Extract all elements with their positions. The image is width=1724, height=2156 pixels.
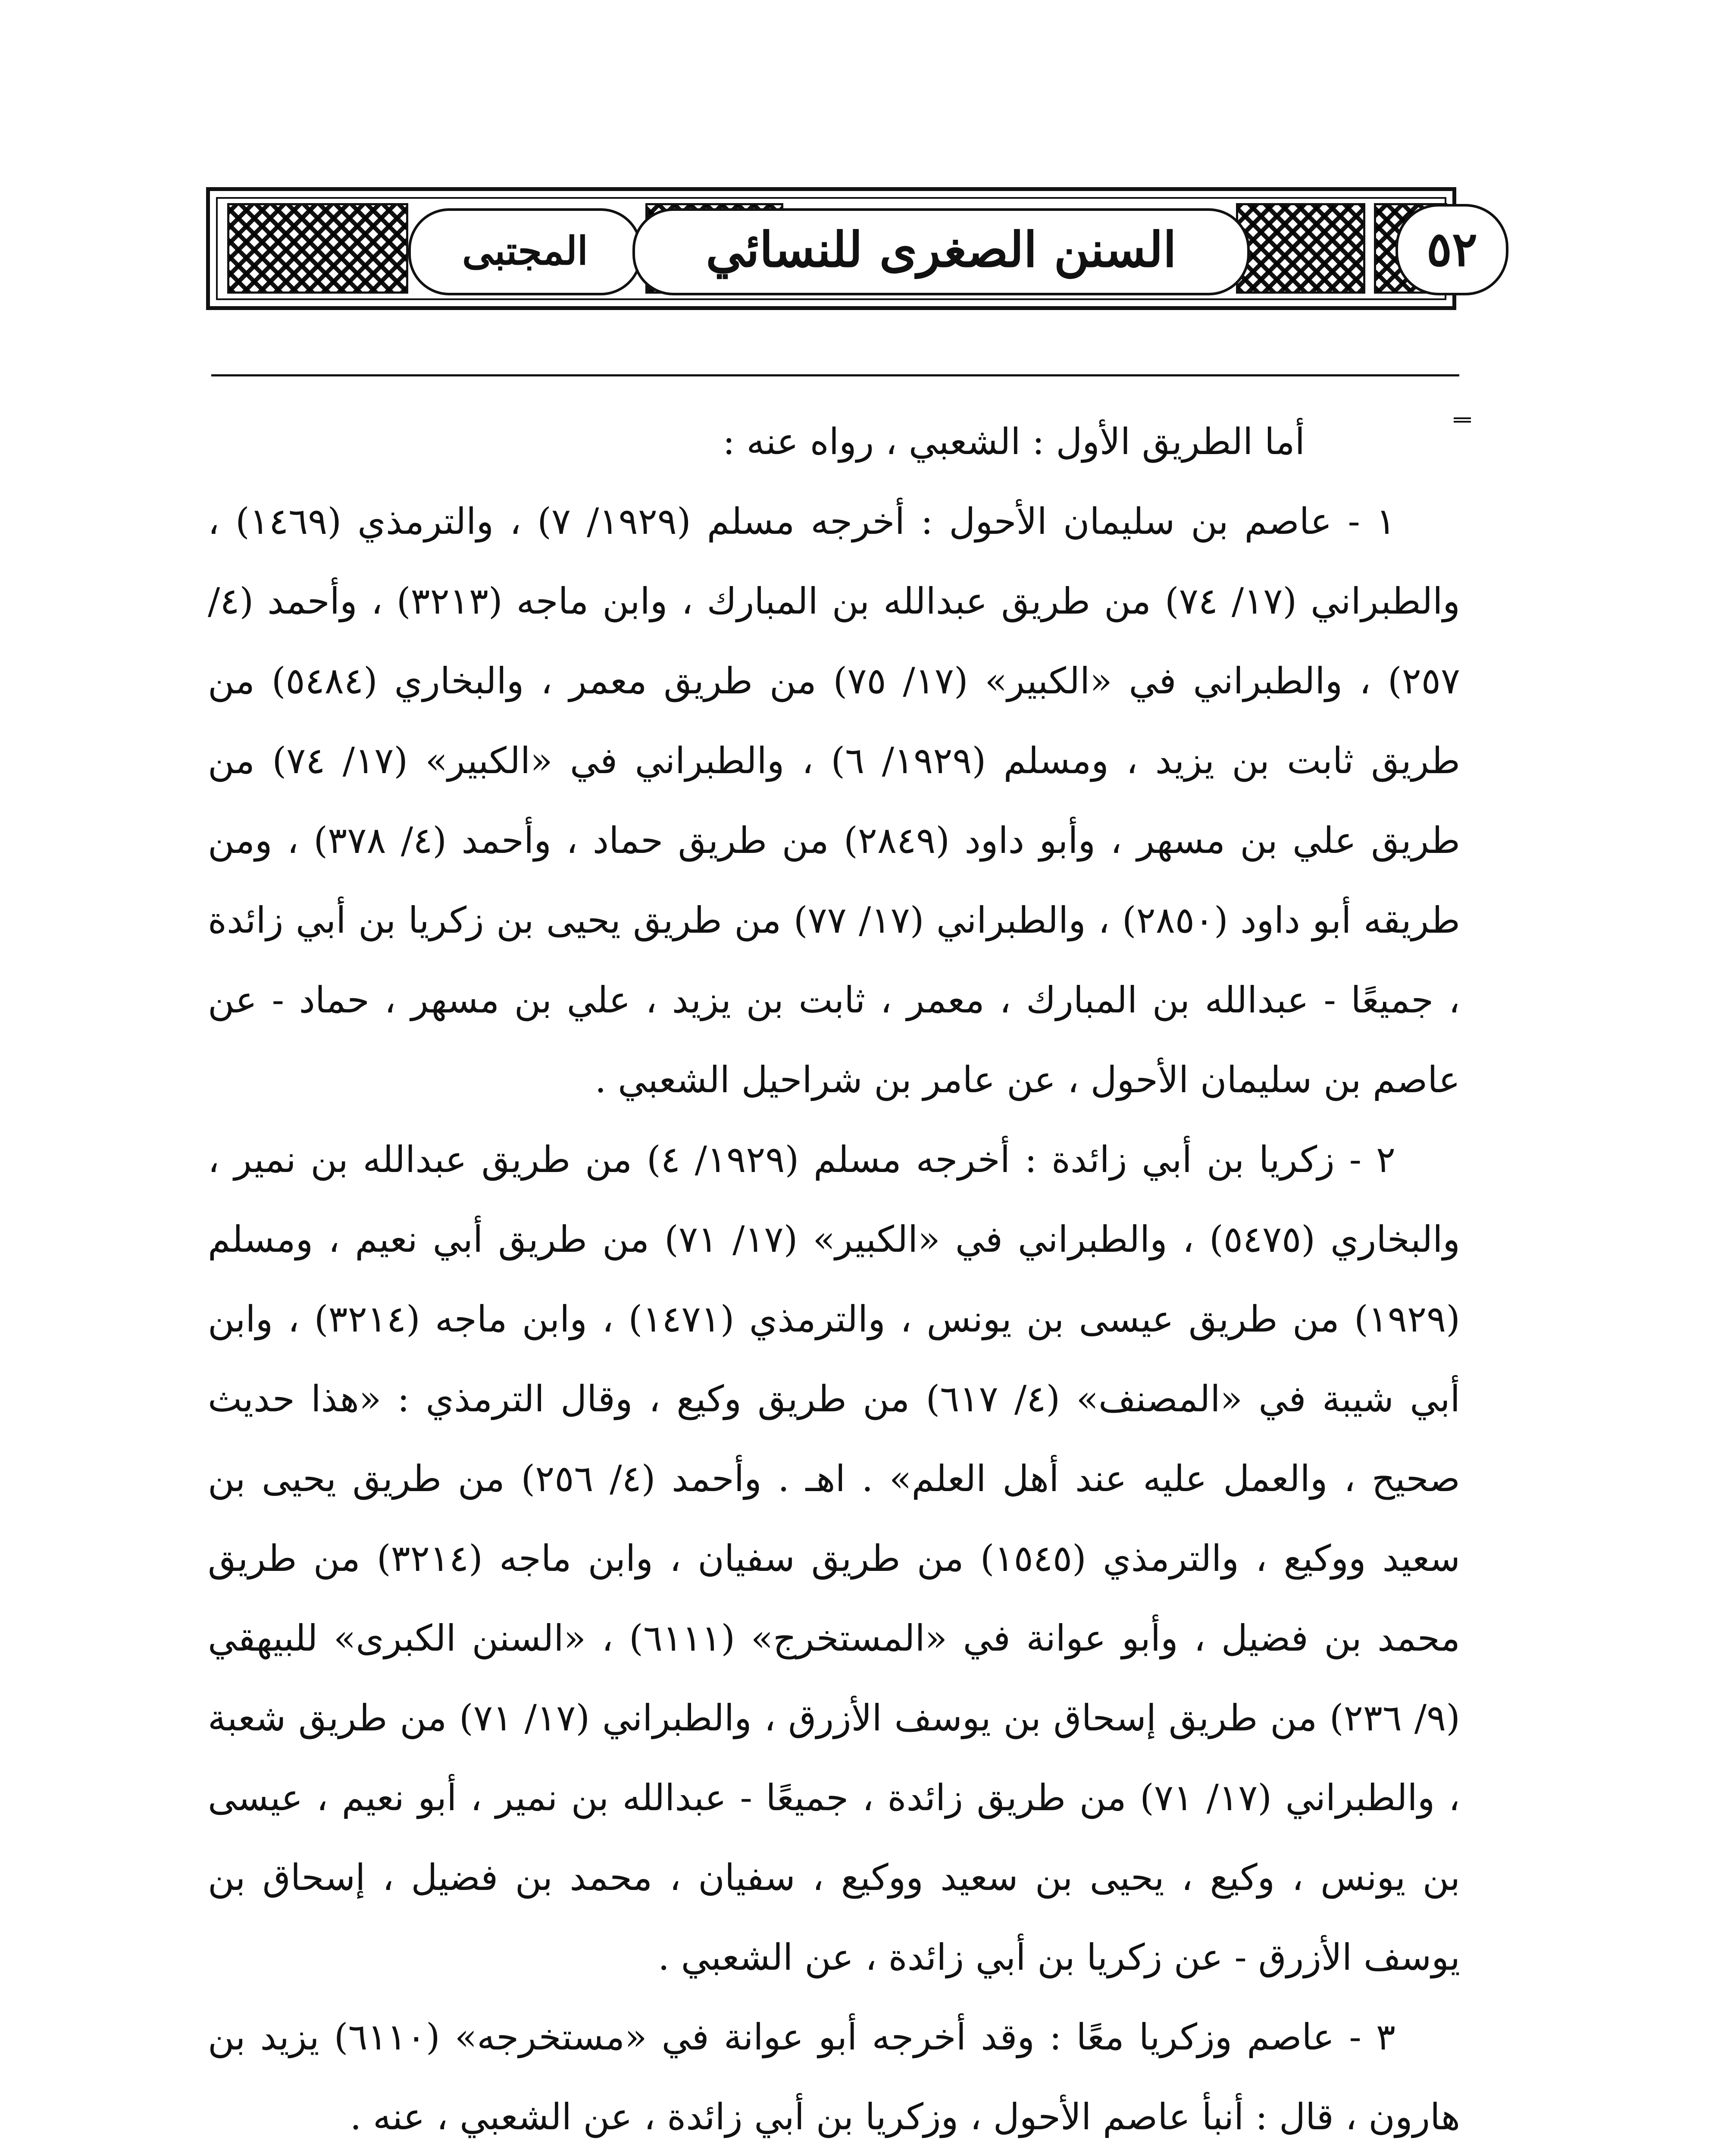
page-number: ٥٢ xyxy=(1426,221,1478,277)
series-title: المجتبى xyxy=(462,228,588,274)
paragraph: ٣ - عاصم وزكريا معًا : وقد أخرجه أبو عوانة في «مستخرجه» (٦١١٠) يزيد بن هارون ، قال : أنبأ عاصم الأحول ، وزكريا بن أبي زائدة ، عن الشعبي ، عنه . xyxy=(208,2016,1460,2138)
book-title: السنن الصغرى للنسائي xyxy=(706,222,1176,278)
paragraph: ٢ - زكريا بن أبي زائدة : أخرجه مسلم (١٩٢٩/ ٤) من طريق عبدالله بن نمير ، والبخاري (٥٤٧٥) ، والطبراني في «الكبير» (١٧/ ٧١) من طريق أبي نعيم ، ومسلم (١٩٢٩) من طريق عيسى بن يونس ، والترمذي (١٤٧١) ، وابن ماجه (٣٢١٤) ، وابن أبي شيبة في «المصنف» (٤/ ٦١٧) من طريق وكيع ، وقال الترمذي : «هذا حديث صحيح ، والعمل عليه عند أهل العلم» . اهـ . وأحمد (٤/ ٢٥٦) من طريق يحيى بن سعيد ووكيع ، والترمذي (١٥٤٥) من طريق سفيان ، وابن ماجه (٣٢١٤) من طريق محمد بن فضيل ، وأبو عوانة في «المستخرج» (٦١١١) ، «السنن الكبرى» للبيهقي (٩/ ٢٣٦) من طريق إسحاق بن يوسف الأزرق ، والطبراني (١٧/ ٧١) من طريق شعبة ، والطبراني (١٧/ ٧١) من طريق زائدة ، جميعًا - عبدالله بن نمير ، أبو نعيم ، عيسى بن يونس ، وكيع ، يحيى بن سعيد ووكيع ، سفيان ، محمد بن فضيل ، إسحاق بن يوسف الأزرق - عن زكريا بن أبي زائدة ، عن الشعبي . xyxy=(208,1138,1461,1978)
footnote-separator-rule xyxy=(211,374,1459,376)
paragraph: ١ - عاصم بن سليمان الأحول : أخرجه مسلم (١٩٢٩/ ٧) ، والترمذي (١٤٦٩) ، والطبراني (١٧/ ٧٤) من طريق عبدالله بن المبارك ، وابن ماجه (٣٢١٣) ، وأحمد (٤/ ٢٥٧) ، والطبراني في «الكبير» (١٧/ ٧٥) من طريق معمر ، والبخاري (٥٤٨٤) من طريق ثابت بن يزيد ، ومسلم (١٩٢٩/ ٦) ، والطبراني في «الكبير» (١٧/ ٧٤) من طريق علي بن مسهر ، وأبو داود (٢٨٤٩) من طريق حماد ، وأحمد (٤/ ٣٧٨) ، ومن طريقه أبو داود (٢٨٥٠) ، والطبراني (١٧/ ٧٧) من طريق يحيى بن زكريا بن أبي زائدة ، جميعًا - عبدالله بن المبارك ، معمر ، ثابت بن يزيد ، علي بن مسهر ، حماد - عن عاصم بن سليمان الأحول ، عن عامر بن شراحيل الشعبي . xyxy=(208,500,1460,1101)
series-cartouche xyxy=(408,208,642,295)
intro-line: أما الطريق الأول : الشعبي ، رواه عنه : xyxy=(723,420,1305,463)
page-number-cartouche xyxy=(1395,204,1508,295)
footnote-body xyxy=(208,402,1460,2156)
title-cartouche xyxy=(632,208,1250,295)
header-ornament-left xyxy=(227,203,408,294)
header-ornament-center-right xyxy=(1236,203,1365,294)
page-header xyxy=(206,187,1478,310)
